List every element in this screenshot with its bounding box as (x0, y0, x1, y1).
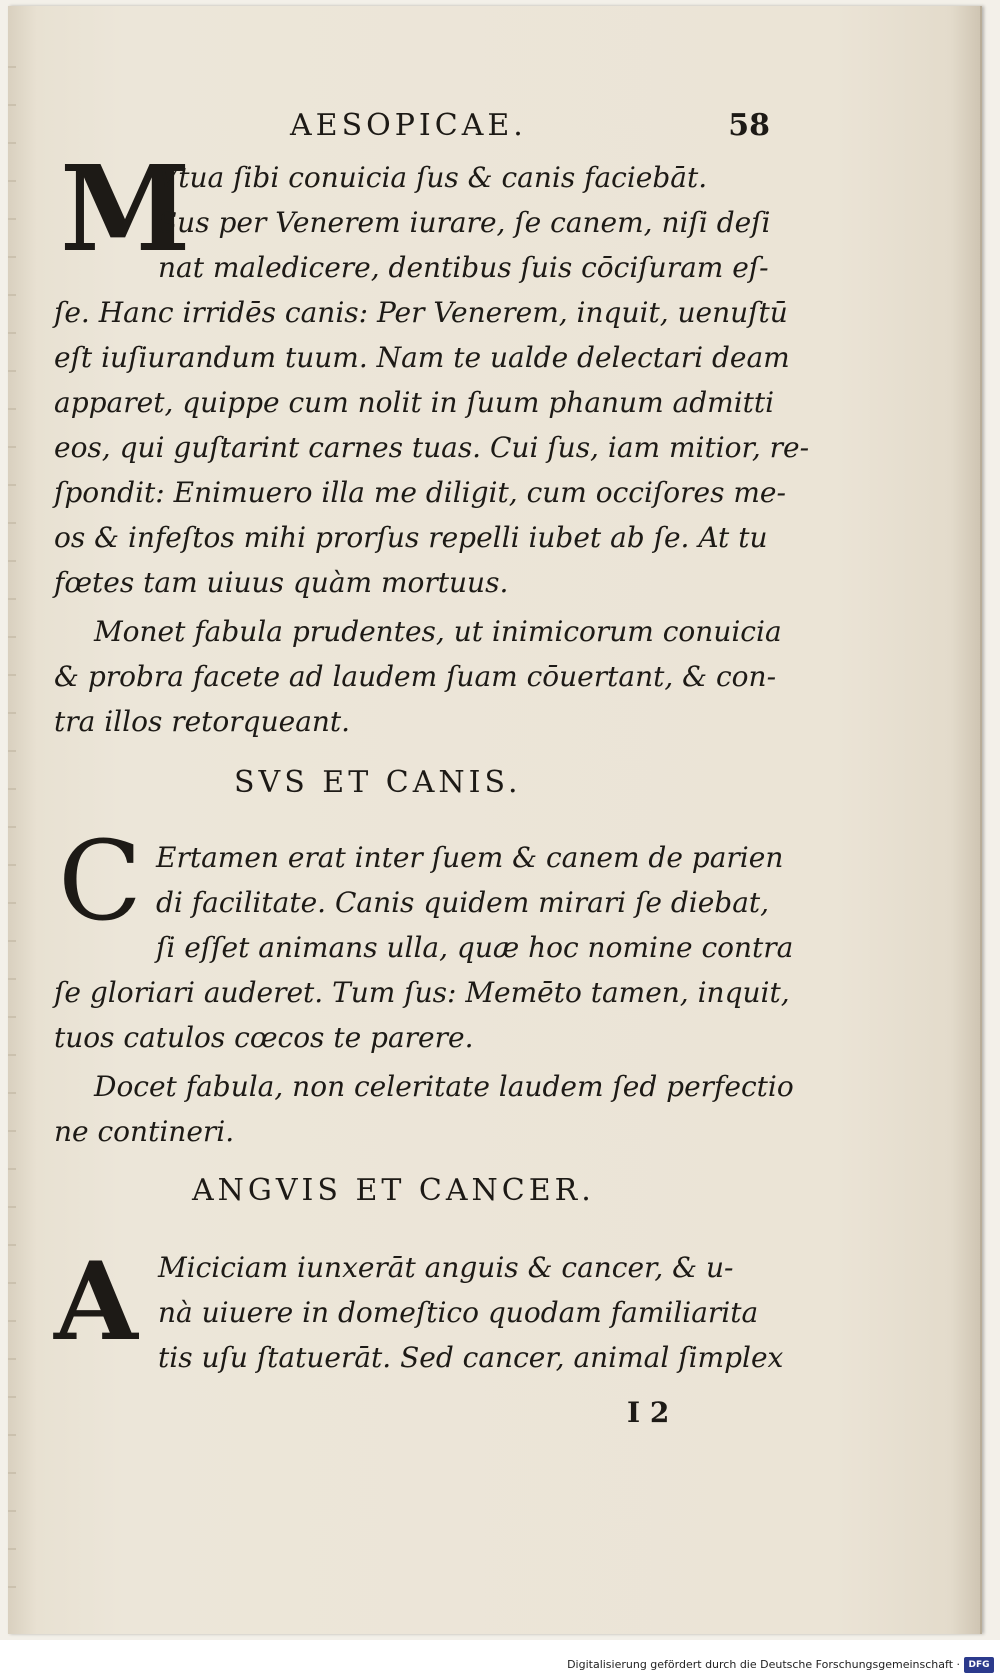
text-line: ſe. Hanc irridēs canis: Per Venerem, inquit, uenuſtū (54, 296, 788, 329)
moral-line: tra illos retorqueant. (54, 705, 351, 738)
text-line: nà uiuere in domeſtico quodam familiarita (158, 1296, 759, 1329)
text-line: Ertamen erat inter ſuem & canem de parien (156, 841, 784, 874)
text-line: ſi eſſet animans ulla, quæ hoc nomine contra (156, 931, 794, 964)
funding-credit: Digitalisierung gefördert durch die Deutsche Forschungsgemeinschaft · (567, 1658, 960, 1671)
moral-line: Docet fabula, non celeritate laudem ſed perfectio (94, 1070, 794, 1103)
text-line: ſe gloriari auderet. Tum ſus: Memēto tamen, inquit, (54, 976, 790, 1009)
text-line: di facilitate. Canis quidem mirari ſe diebat, (156, 886, 770, 919)
moral-line: Monet fabula prudentes, ut inimicorum conuicia (94, 615, 782, 648)
footer-bar (0, 1655, 1000, 1680)
text-line: eſt iuſiurandum tuum. Nam te ualde delectari deam (54, 341, 790, 374)
text-line: eos, qui guſtarint carnes tuas. Cui ſus, iam mitior, re- (54, 431, 810, 464)
page-edge-marks (8, 66, 16, 1606)
moral-line: & probra facete ad laudem ſuam cōuertant, & con- (54, 660, 777, 693)
text-line: Miciciam iunxerāt anguis & cancer, & u- (158, 1251, 734, 1284)
signature-mark: I 2 (627, 1396, 670, 1429)
text-line: apparet, quippe cum nolit in ſuum phanum admitti (54, 386, 775, 419)
moral-line: ne contineri. (54, 1115, 235, 1148)
drop-cap-a: A (54, 1239, 138, 1365)
page-number: 58 (728, 108, 770, 143)
drop-cap-m: M (60, 139, 191, 278)
running-title: AESOPICAE. (290, 108, 527, 143)
text-line: os & infeſtos mihi prorſus repelli iubet ab ſe. At tu (54, 521, 768, 554)
text-line: Vtua ſibi conuicia ſus & canis faciebāt. (158, 161, 708, 194)
fable-title: ANGVIS ET CANCER. (192, 1173, 595, 1208)
drop-cap-c: C (58, 817, 143, 945)
text-line: tis uſu ſtatuerāt. Sed cancer, animal ſimplex (158, 1341, 784, 1374)
text-line: fœtes tam uiuus quàm mortuus. (54, 566, 509, 599)
text-line: Sus per Venerem iurare, ſe canem, niſi deſi (158, 206, 771, 239)
text-line: tuos catulos cœcos te parere. (54, 1021, 474, 1054)
fable-title: SVS ET CANIS. (234, 765, 522, 800)
dfg-logo-icon: DFG (964, 1657, 994, 1673)
text-line: ſpondit: Enimuero illa me diligit, cum occiſores me- (54, 476, 786, 509)
text-line: nat maledicere, dentibus ſuis cōciſuram eſ- (158, 251, 769, 284)
